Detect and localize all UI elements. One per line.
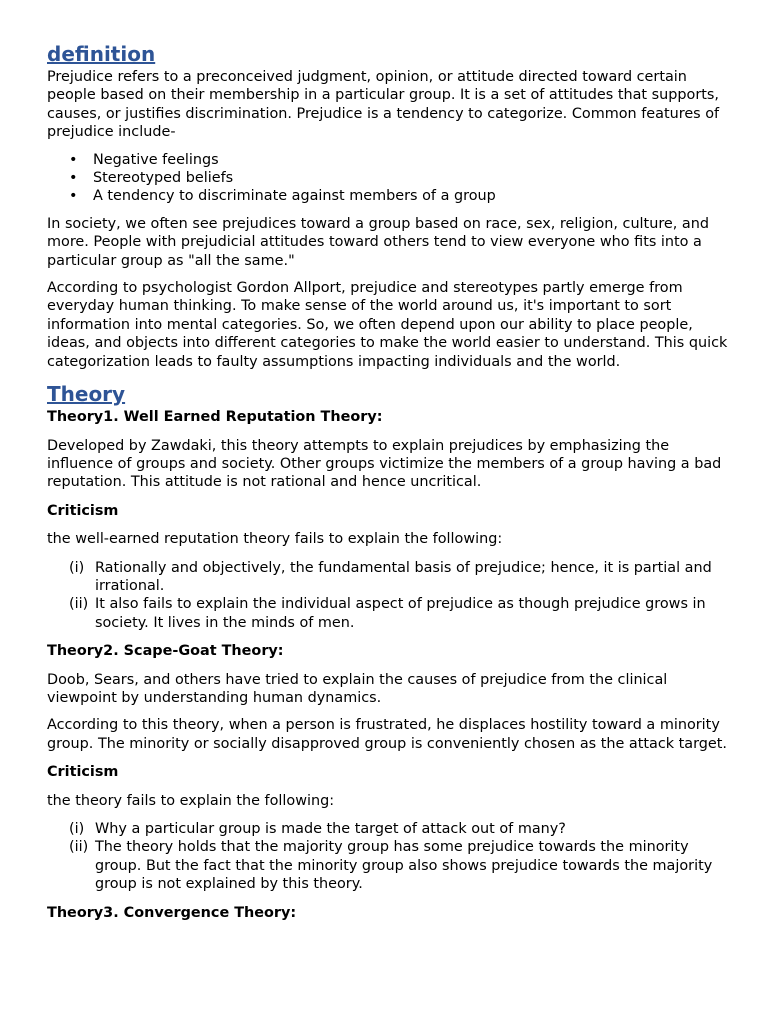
theory-heading: Theory	[47, 382, 126, 407]
document-page	[47, 40, 737, 922]
theory3-title: Theory3. Convergence Theory:	[47, 904, 297, 921]
theory1-title: Theory1. Well Earned Reputation Theory:	[47, 409, 383, 426]
theory1-body: Developed by Zawdaki, this theory attempts to explain prejudices by emphasizing the influence of groups and society. Other groups victimize the members of a group having a bad reputation. This attitude is not rational and hence uncritical.	[47, 437, 722, 491]
bullet-icon: •	[69, 151, 78, 168]
list-item: (i) Why a particular group is made the target of attack out of many?	[69, 821, 566, 837]
list-item: • Stereotyped beliefs	[69, 170, 234, 187]
list-item: (ii) It also fails to explain the individual aspect of prejudice as though prejudice grows in society. It lives in the minds of men.	[69, 596, 706, 631]
theory2-body-1: Doob, Sears, and others have tried to explain the causes of prejudice from the clinical viewpoint by understanding human dynamics.	[47, 671, 668, 706]
list-number: (ii)	[69, 839, 89, 856]
theory1-criticism-list	[47, 559, 737, 633]
theory2-criticism-label: Criticism	[47, 764, 119, 781]
definition-paragraph: Prejudice refers to a preconceived judgment, opinion, or attitude directed toward certain people based on their membership in a particular group. It is a set of attitudes that supports, causes, or justifies discrimination. Prejudice is a tendency to categorize. Common features of prejudice include-	[47, 69, 720, 141]
allport-paragraph: According to psychologist Gordon Allport, prejudice and stereotypes partly emerge from everyday human thinking. To make sense of the world around us, it's important to sort information into mental categories. So, we often depend upon our ability to place people, ideas, and objects into different categories to make the world easier to understand. This quick categorization leads to faulty assumptions impacting individuals and the world.	[47, 280, 728, 370]
bullet-icon: •	[69, 188, 78, 205]
theory1-criticism-intro: the well-earned reputation theory fails to explain the following:	[47, 531, 503, 548]
theory2-criticism-intro: the theory fails to explain the following:	[47, 792, 335, 809]
definition-heading: definition	[47, 42, 156, 66]
list-item: • Negative feelings	[69, 151, 219, 168]
list-item: • A tendency to discriminate against members of a group	[69, 188, 496, 205]
features-list	[47, 151, 737, 206]
list-number: (ii)	[69, 596, 89, 613]
theory2-title: Theory2. Scape-Goat Theory:	[47, 643, 284, 660]
theory2-criticism-list	[47, 820, 737, 894]
theory1-criticism-label: Criticism	[47, 502, 119, 519]
society-paragraph: In society, we often see prejudices toward a group based on race, sex, religion, culture, and more. People with prejudicial attitudes toward others tend to view everyone who fits into a particular group as "all the same."	[47, 215, 709, 269]
list-number: (i)	[69, 821, 85, 837]
list-item: (ii) The theory holds that the majority group has some prejudice towards the minority group. But the fact that the minority group also shows prejudice towards the majority group is not explained by this theory.	[69, 839, 713, 893]
list-number: (i)	[69, 559, 85, 576]
theory2-body-2: According to this theory, when a person is frustrated, he displaces hostility toward a minority group. The minority or socially disapproved group is conveniently chosen as the attack target.	[47, 717, 727, 752]
list-item: (i) Rationally and objectively, the fundamental basis of prejudice; hence, it is partial and irrational.	[69, 559, 712, 594]
bullet-icon: •	[69, 170, 78, 187]
